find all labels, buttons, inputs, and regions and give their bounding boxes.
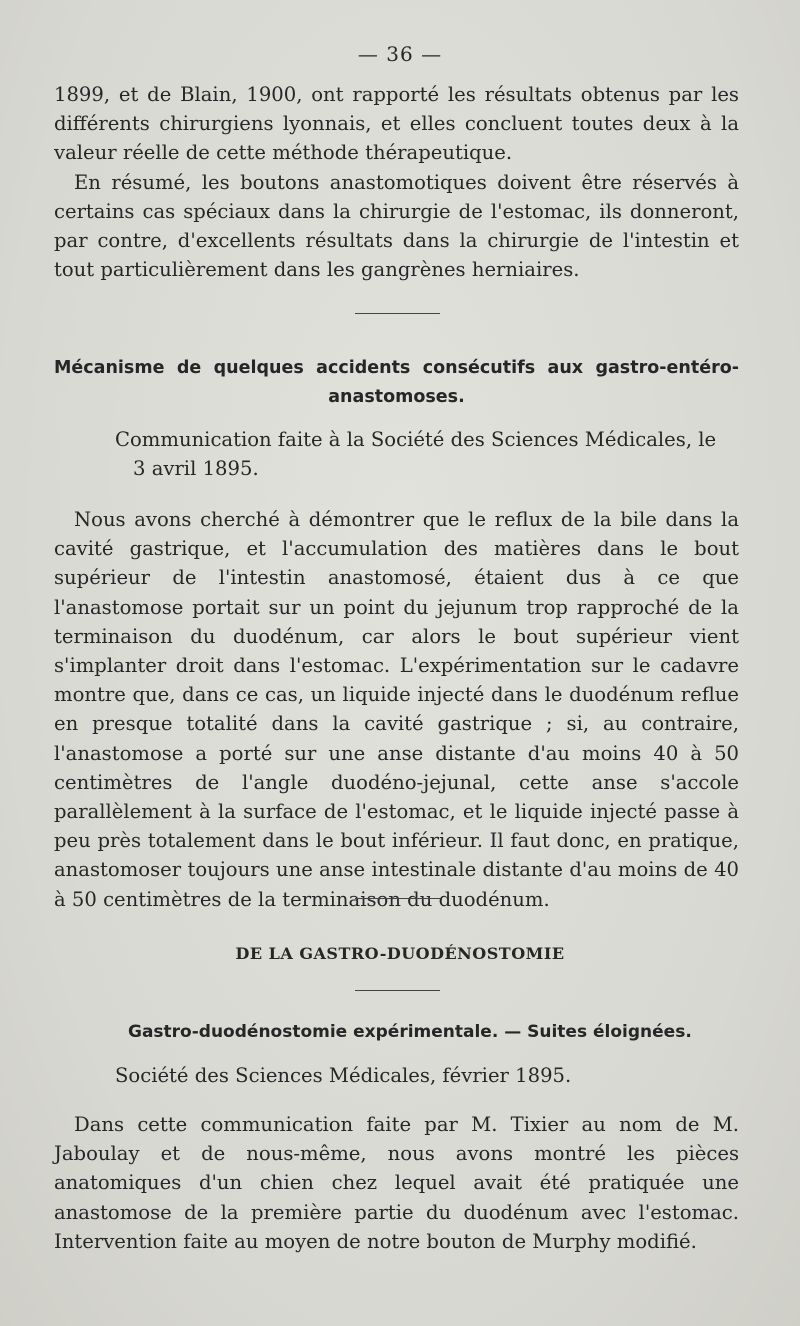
intro-paragraph-2: En résumé, les boutons anastomotiques doivent être réservés à certains cas spéciaux dans la chirurgie de l'estomac, ils donneront, par contre, d'excellents résultats dans la chirurgie de l'intestin et tout particulièrement dans les gangrènes herniaires. — [54, 170, 739, 282]
section2-heading: DE LA GASTRO-DUODÉNOSTOMIE — [235, 944, 565, 963]
section2-paragraph: Dans cette communication faite par M. Tixier au nom de M. Jaboulay et de nous-même, nous avons montré les pièces anatomiques d'un chien chez lequel avait été pratiquée une anastomose de la première partie du duodénum avec l'estomac. Intervention faite au moyen de notre bouton de Murphy modifié. — [54, 1113, 739, 1253]
communication-line-1: Communication faite à la Société des Sciences Médicales, le — [115, 428, 717, 451]
section2-body — [54, 1110, 739, 1256]
communication-note — [115, 425, 740, 483]
section1-paragraph: Nous avons cherché à démontrer que le reflux de la bile dans la cavité gastrique, et l'accumulation des matières dans le bout supérieur de l'intestin anastomosé, étaient dus à ce que l'anastomose portait sur un point du jejunum trop rapproché de la terminaison du duodénum, car alors le bout supérieur vient s'implanter droit dans l'estomac. L'expérimentation sur le cadavre montre que, dans ce cas, un liquide injecté dans le duodénum reflue en presque totalité dans la cavité gastrique ; si, au contraire, l'anastomose a porté sur une anse distante d'au moins 40 à 50 centimètres de l'angle duodéno-jejunal, cette anse s'accole parallèlement à la surface de l'estomac, et le liquide injecté passe à peu près totalement dans le bout inférieur. Il faut donc, en pratique, anastomoser toujours une anse intestinale distante d'au moins de 40 à 50 centimètres de la terminaison du duodénum. — [54, 508, 739, 911]
separator-rule — [355, 313, 440, 314]
section2-subheading: Gastro-duodénostomie expérimentale. — Suites éloignées. — [128, 1022, 692, 1042]
section1-body — [54, 505, 739, 914]
section-title-line-1: Mécanisme de quelques accidents consécutifs aux gastro-entéro- — [54, 358, 739, 378]
communication-line-2: 3 avril 1895. — [133, 457, 259, 481]
separator-rule — [355, 898, 440, 899]
society-line: Société des Sciences Médicales, février 1895. — [115, 1064, 572, 1087]
intro-text — [54, 80, 739, 284]
separator-rule — [355, 990, 440, 991]
section-title-line-2: anastomoses. — [328, 387, 465, 407]
intro-paragraph-1: 1899, et de Blain, 1900, ont rapporté les résultats obtenus par les différents chirurgiens lyonnais, et elles concluent toutes deux à la valeur réelle de cette méthode thérapeutique. — [54, 83, 739, 165]
page-number: — 36 — — [357, 42, 443, 66]
